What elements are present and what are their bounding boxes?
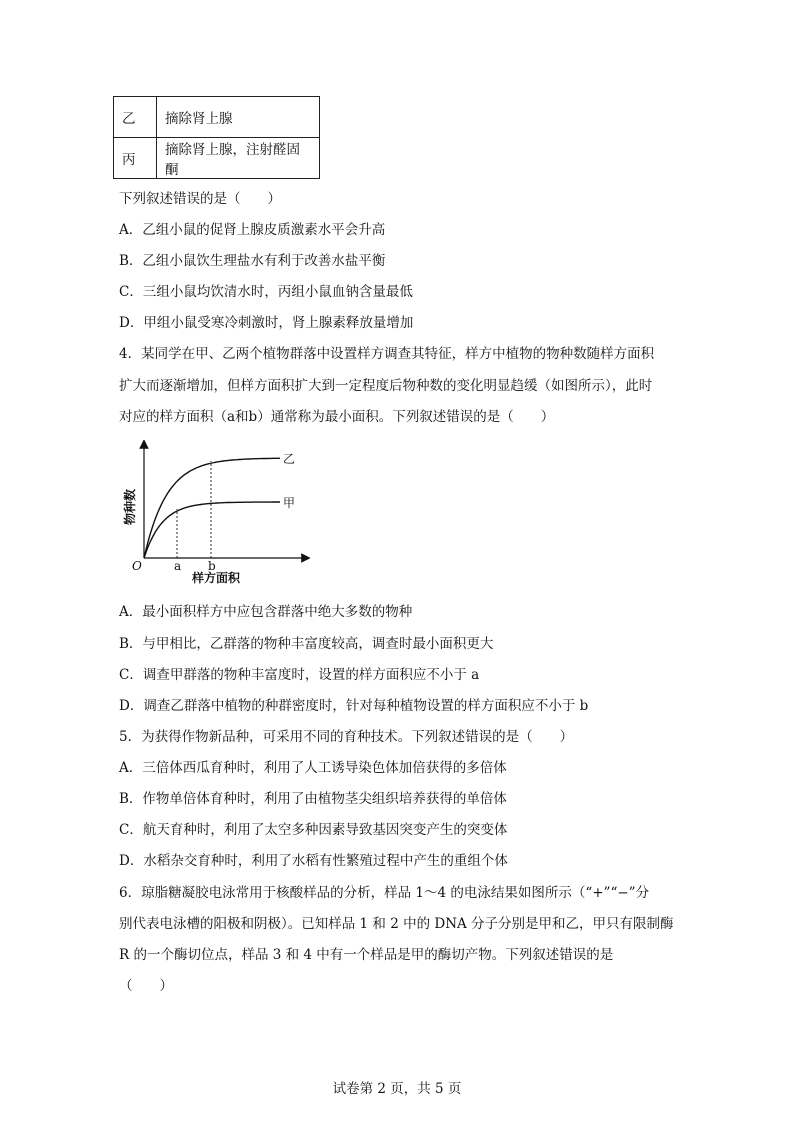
chart-svg [120, 440, 310, 585]
q3-option-c: C．三组小鼠均饮清水时，丙组小鼠血钠含量最低 [119, 284, 413, 300]
q3-option-d: D．甲组小鼠受寒冷刺激时，肾上腺素释放量增加 [119, 315, 414, 331]
series-jia-line [144, 502, 280, 558]
q4-option-c: C．调查甲群落的物种丰富度时，设置的样方面积应不小于 a [119, 667, 480, 683]
q5-option-b: B．作物单倍体育种时，利用了由植物茎尖组织培养获得的单倍体 [119, 791, 507, 807]
table-row [114, 138, 320, 179]
x-tick-b: b [208, 559, 216, 573]
q5-option-c: C．航天育种时，利用了太空多种因素导致基因突变产生的突变体 [119, 822, 508, 838]
q6-stem-line: 别代表电泳槽的阳极和阴极）。已知样品 1 和 2 中的 DNA 分子分别是甲和乙，甲只有限制酶 [119, 916, 674, 932]
group-cell: 丙 [114, 138, 157, 179]
table-row [114, 97, 320, 138]
q4-stem-line: 4．某同学在甲、乙两个植物群落中设置样方调查其特征，样方中植物的物种数随样方面积 [119, 346, 655, 362]
q5-option-a: A．三倍体西瓜育种时，利用了人工诱导染色体加倍获得的多倍体 [119, 760, 507, 776]
q4-option-a: A．最小面积样方中应包含群落中绝大多数的物种 [119, 604, 413, 620]
series-yi-line [144, 458, 280, 558]
q6-stem-line: R 的一个酶切位点，样品 3 和 4 中有一个样品是甲的酶切产物。下列叙述错误的是 [119, 947, 614, 963]
x-axis-label: 样方面积 [192, 571, 241, 585]
treatment-table [113, 96, 320, 179]
q3-stem: 下列叙述错误的是（ ） [119, 191, 281, 207]
origin-label: O [132, 559, 142, 573]
q5-option-d: D．水稻杂交育种时，利用了水稻有性繁殖过程中产生的重组个体 [119, 853, 508, 869]
q3-option-b: B．乙组小鼠饮生理盐水有利于改善水盐平衡 [119, 253, 386, 269]
x-tick-a: a [174, 559, 182, 573]
series-label-yi: 乙 [283, 452, 296, 466]
q3-option-a: A．乙组小鼠的促肾上腺皮质激素水平会升高 [119, 222, 386, 238]
q4-stem-line: 对应的样方面积（a和b）通常称为最小面积。下列叙述错误的是（ ） [119, 409, 555, 425]
q4-option-b: B．与甲相比，乙群落的物种丰富度较高，调查时最小面积更大 [119, 636, 494, 652]
treatment-cell: 摘除肾上腺，注射醛固酮 [157, 138, 320, 179]
page-footer: 试卷第 2 页，共 5 页 [332, 1081, 462, 1097]
q5-stem: 5．为获得作物新品种，可采用不同的育种技术。下列叙述错误的是（ ） [119, 729, 574, 745]
y-axis-label: 物种数 [123, 488, 137, 525]
q6-stem-line: 6．琼脂糖凝胶电泳常用于核酸样品的分析，样品 1～4 的电泳结果如图所示（“+”“−”分 [119, 885, 650, 901]
q6-stem-line: （ ） [119, 978, 173, 994]
q4-stem-line: 扩大而逐渐增加，但样方面积扩大到一定程度后物种数的变化明显趋缓（如图所示），此时 [119, 378, 653, 394]
q4-option-d: D．调查乙群落中植物的种群密度时，针对每种植物设置的样方面积应不小于 b [119, 698, 589, 714]
series-label-jia: 甲 [283, 496, 296, 510]
species-area-chart [120, 440, 310, 585]
group-cell: 乙 [114, 97, 157, 138]
treatment-cell: 摘除肾上腺 [157, 97, 320, 138]
